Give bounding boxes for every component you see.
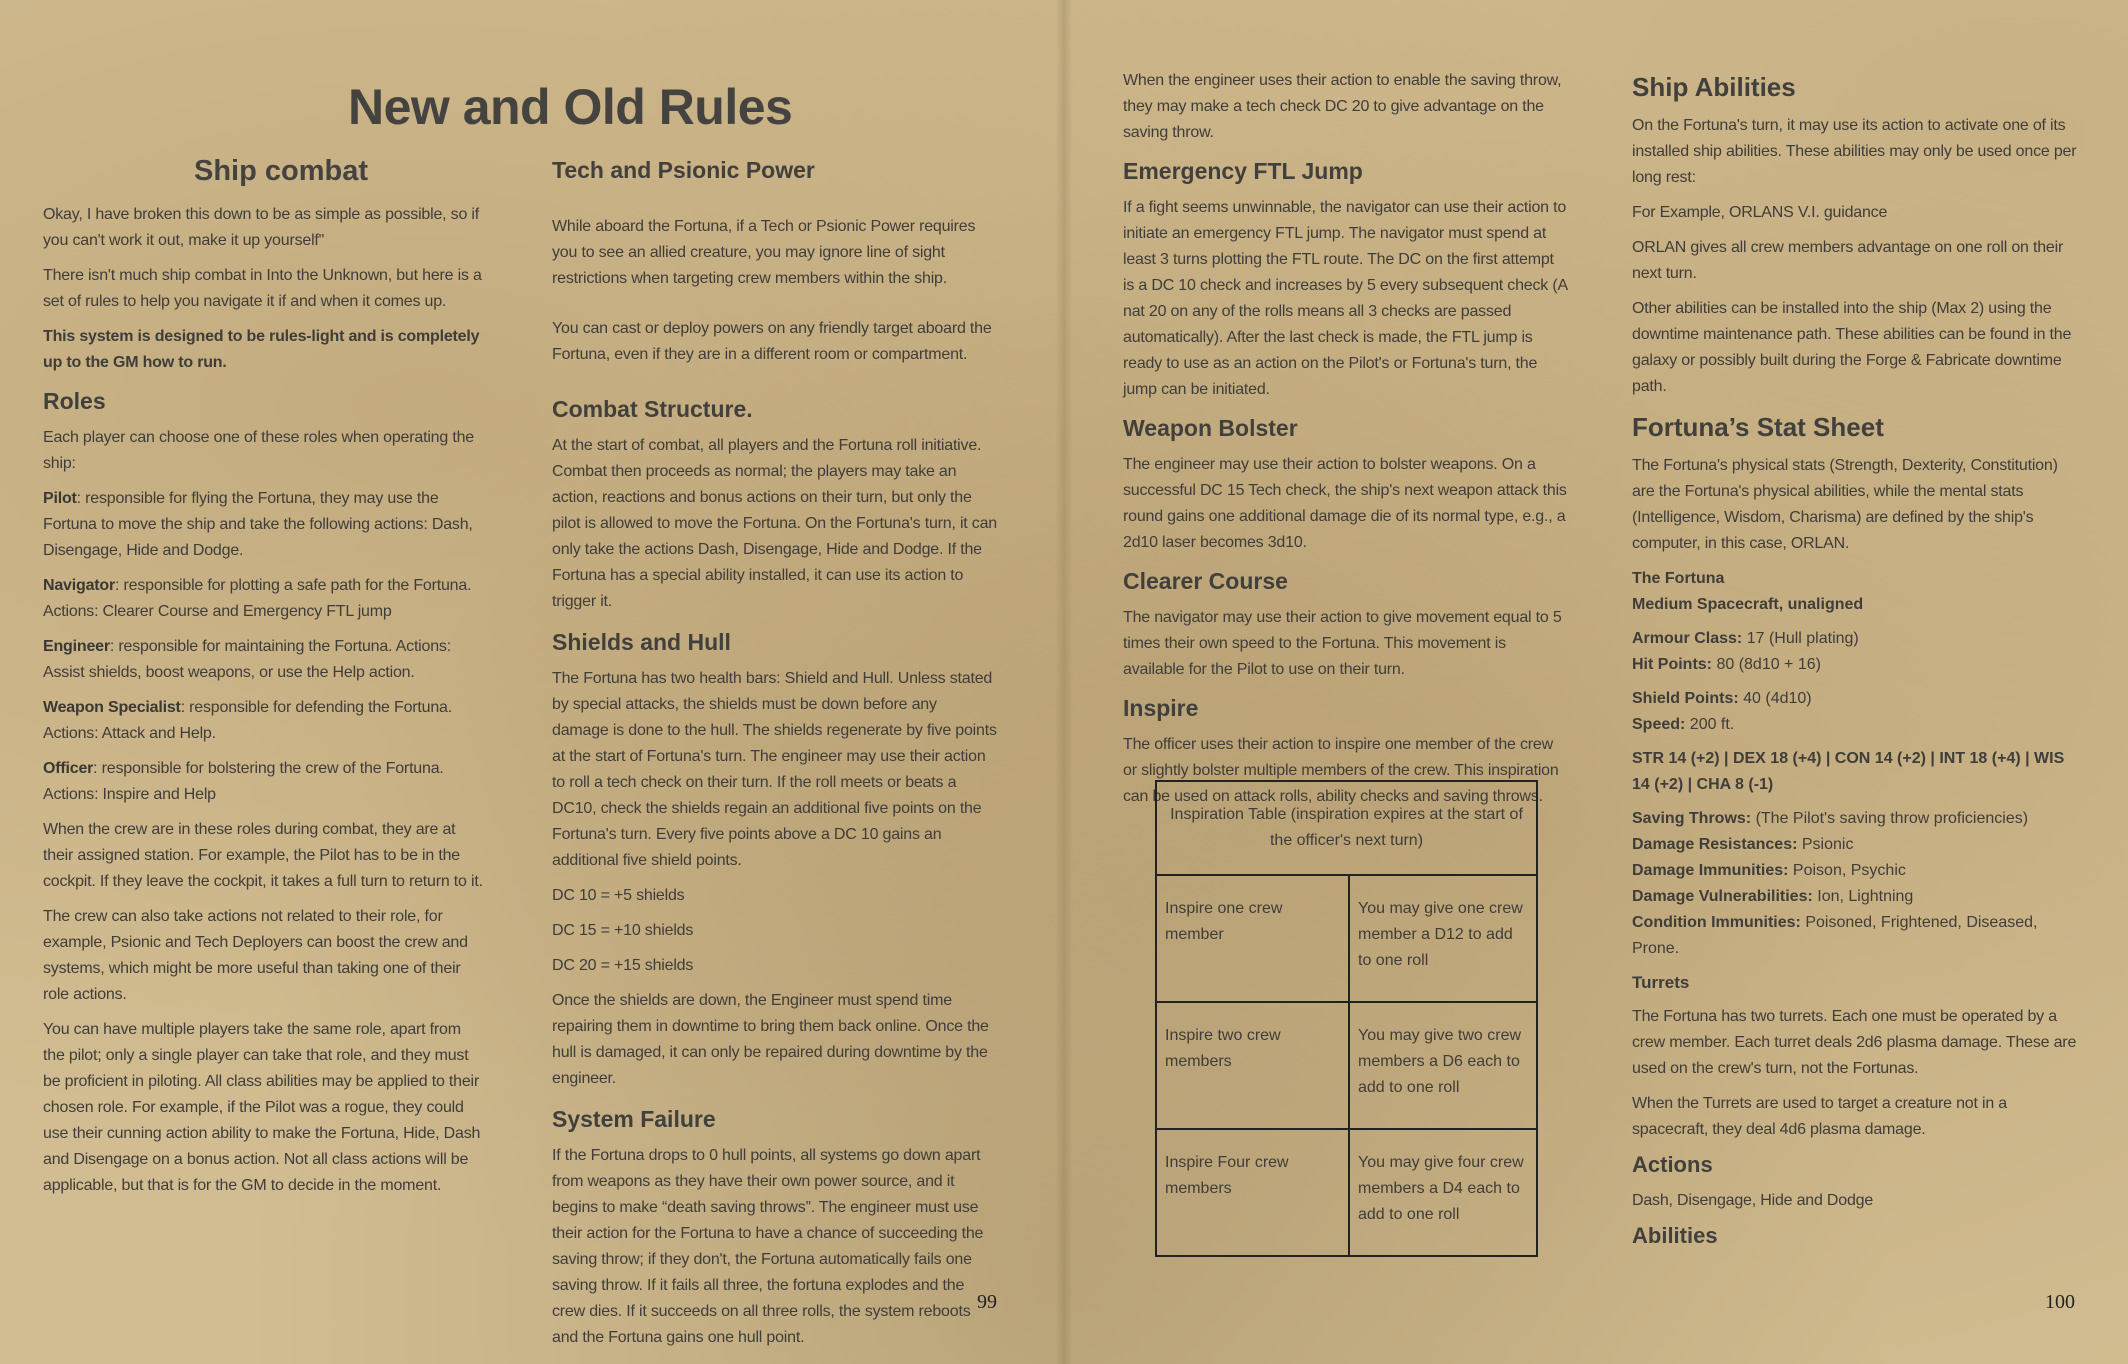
table-cell: Inspire one crew member — [1156, 875, 1349, 1002]
paragraph: The officer uses their action to inspire one member of the crew or slightly bolster multiple members of the crew. This inspiration can be used on attack rolls, ability checks and saving throws. — [1123, 736, 1559, 805]
paragraph: The Fortuna has two health bars: Shield and Hull. Unless stated by special attacks, the shields must be down before any damage is done to the hull. The shields regenerate by five points at the start of Fortuna's turn. The engineer may use their action to roll a tech check on their turn. If the roll meets or beats a DC10, check the shields regain an additional five points on the Fortuna's turn. Every five points above a DC 10 gains an additional five shield points. — [552, 670, 997, 869]
dc-line: DC 20 = +15 shields — [552, 957, 694, 974]
paragraph-bold: This system is designed to be rules-light and is completely up to the GM how to run. — [43, 328, 480, 371]
stat-value: (The Pilot's saving throw proficiencies) — [1751, 810, 2029, 827]
table-cell: Inspire Four crew members — [1156, 1129, 1349, 1256]
section-heading-roles: Roles — [43, 388, 106, 414]
section-heading-abilities: Abilities — [1632, 1223, 1718, 1248]
paragraph: Once the shields are down, the Engineer must spend time repairing them in downtime to bring them back online. Once the hull is damaged, it can only be repaired during downtime by the engineer. — [552, 992, 989, 1087]
section-heading-stat-sheet: Fortuna’s Stat Sheet — [1632, 412, 1884, 442]
section-heading-weapon-bolster: Weapon Bolster — [1123, 415, 1298, 441]
role-name: Weapon Specialist — [43, 699, 181, 716]
stat-value: 40 (4d10) — [1738, 690, 1812, 707]
stat-label: Shield Points: — [1632, 690, 1739, 707]
paragraph: On the Fortuna's turn, it may use its action to activate one of its installed ship abilities. These abilities may only be used once per long rest: — [1632, 117, 2077, 186]
section-heading-actions: Actions — [1632, 1152, 1713, 1177]
stat-label: Saving Throws: — [1632, 810, 1752, 827]
table-cell: You may give one crew member a D12 to add to one roll — [1349, 875, 1537, 1002]
stat-shield-points — [1632, 686, 2082, 712]
paragraph: While aboard the Fortuna, if a Tech or Psionic Power requires you to see an allied creature, you may ignore line of sight restrictions when targeting crew members within the ship. — [552, 218, 976, 287]
paragraph: Other abilities can be installed into the ship (Max 2) using the downtime maintenance path. These abilities can be found in the galaxy or possibly built during the Forge & Fabricate downtime path. — [1632, 300, 2072, 395]
dc-line: DC 10 = +5 shields — [552, 887, 685, 904]
stat-value: Poison, Psychic — [1788, 862, 1906, 879]
paragraph: You can have multiple players take the same role, apart from the pilot; only a single player can take that role, and they must be proficient in piloting. All class abilities may be applied to their chosen role. For example, if the Pilot was a rogue, they could use their cunning action ability to make the Fortuna, Hide, Dash and Disengage on a bonus action. Not all class actions will be applicable, but that is for the GM to decide in the moment. — [43, 1021, 481, 1194]
stat-value: Psionic — [1797, 836, 1854, 853]
role-weapon-specialist — [43, 695, 485, 747]
paragraph: You can cast or deploy powers on any friendly target aboard the Fortuna, even if they are in a different room or compartment. — [552, 320, 992, 363]
stat-value: Ion, Lightning — [1812, 888, 1914, 905]
role-text: : responsible for flying the Fortuna, they may use the Fortuna to move the ship and take the following actions: Dash, Disengage, Hide and Dodge. — [43, 490, 473, 559]
dc-line: DC 15 = +10 shields — [552, 922, 694, 939]
role-engineer — [43, 634, 485, 686]
role-name: Engineer — [43, 638, 110, 655]
stat-condition-immunities — [1632, 910, 2082, 962]
stat-label: Condition Immunities: — [1632, 914, 1801, 931]
paragraph: The engineer may use their action to bolster weapons. On a successful DC 15 Tech check, the ship's next weapon attack this round gains one additional damage die of its normal type, e.g., a 2d10 laser becomes 3d10. — [1123, 456, 1567, 551]
page-number-left: 99 — [977, 1291, 997, 1313]
role-officer — [43, 756, 485, 808]
paragraph: The navigator may use their action to give movement equal to 5 times their own speed to the Fortuna. This movement is available for the Pilot to use on their turn. — [1123, 609, 1562, 678]
section-heading-inspire: Inspire — [1123, 695, 1199, 721]
paragraph: Each player can choose one of these roles when operating the ship: — [43, 429, 474, 472]
subheading-turrets: Turrets — [1632, 973, 1690, 992]
stat-value: 80 (8d10 + 16) — [1712, 656, 1821, 673]
column-2 — [552, 157, 997, 1360]
role-text: : responsible for plotting a safe path for the Fortuna. Actions: Clearer Course and Emergency FTL jump — [43, 577, 472, 620]
table-row — [1156, 1129, 1537, 1256]
ship-name: The Fortuna — [1632, 570, 1725, 587]
ship-type: Medium Spacecraft, unaligned — [1632, 596, 1864, 613]
paragraph: When the crew are in these roles during combat, they are at their assigned station. For example, the Pilot has to be in the cockpit. If they leave the cockpit, it takes a full turn to return to it. — [43, 821, 483, 890]
paragraph: For Example, ORLANS V.I. guidance — [1632, 204, 1888, 221]
role-name: Pilot — [43, 490, 77, 507]
table-cell: Inspire two crew members — [1156, 1002, 1349, 1129]
stat-label: Speed: — [1632, 716, 1686, 733]
paragraph: At the start of combat, all players and the Fortuna roll initiative. Combat then proceeds as normal; the players may take an action, reactions and bonus actions on their turn, but only the pilot is allowed to move the Fortuna. On the Fortuna's turn, it can only take the actions Dash, Disengage, Hide and Dodge. If the Fortuna has a special ability installed, it can use its action to trigger it. — [552, 437, 997, 610]
table-cell: You may give two crew members a D6 each to add to one roll — [1349, 1002, 1537, 1129]
stat-value: 17 (Hull plating) — [1742, 630, 1859, 647]
paragraph: When the Turrets are used to target a creature not in a spacecraft, they deal 4d6 plasma damage. — [1632, 1095, 2007, 1138]
section-heading-ship-abilities: Ship Abilities — [1632, 72, 1796, 102]
section-heading-system-failure: System Failure — [552, 1106, 716, 1132]
role-name: Navigator — [43, 577, 115, 594]
stat-label: Damage Vulnerabilities: — [1632, 888, 1813, 905]
stat-value: Poisoned, Frightened, Diseased, Prone. — [1632, 914, 2038, 957]
stat-saving-throws — [1632, 806, 2082, 832]
stat-damage-immunities — [1632, 858, 2082, 884]
role-pilot — [43, 486, 485, 564]
section-heading-combat-structure: Combat Structure. — [552, 396, 753, 422]
paragraph: There isn't much ship combat in Into the Unknown, but here is a set of rules to help you navigate it if and when it comes up. — [43, 267, 482, 310]
paragraph: The crew can also take actions not related to their role, for example, Psionic and Tech Deployers can boost the crew and systems, which might be more useful than taking one of their role actions. — [43, 908, 468, 1003]
column-3 — [1123, 68, 1568, 819]
stat-speed — [1632, 712, 2082, 738]
column-4 — [1632, 72, 2082, 1259]
section-heading-clearer-course: Clearer Course — [1123, 568, 1288, 594]
section-heading-shields: Shields and Hull — [552, 629, 731, 655]
stat-armour-class — [1632, 626, 2082, 652]
stat-damage-vulnerabilities — [1632, 884, 2082, 910]
table-header: Inspiration Table (inspiration expires at the start of the officer's next turn) — [1156, 781, 1537, 875]
role-text: : responsible for bolstering the crew of the Fortuna. Actions: Inspire and Help — [43, 760, 444, 803]
section-heading-ship-combat: Ship combat — [194, 155, 369, 187]
paragraph: Dash, Disengage, Hide and Dodge — [1632, 1192, 1874, 1209]
table-cell: You may give four crew members a D4 each to add to one roll — [1349, 1129, 1537, 1256]
page-number-right: 100 — [2045, 1291, 2075, 1313]
ability-scores: STR 14 (+2) | DEX 18 (+4) | CON 14 (+2) | INT 18 (+4) | WIS 14 (+2) | CHA 8 (-1) — [1632, 750, 2065, 793]
table-header-row — [1156, 781, 1537, 875]
role-navigator — [43, 573, 485, 625]
stat-value: 200 ft. — [1685, 716, 1735, 733]
table-row — [1156, 1002, 1537, 1129]
stat-hit-points — [1632, 652, 2082, 678]
paragraph: If a fight seems unwinnable, the navigator can use their action to initiate an emergency FTL jump. The navigator must spend at least 3 turns plotting the FTL route. The DC on the first attempt is a DC 10 check and increases by 5 every subsequent check (A nat 20 on any of the rolls means all 3 checks are passed automatically). After the last check is made, the FTL jump is ready to use as an action on the Pilot's or Fortuna's turn, the jump can be initiated. — [1123, 199, 1568, 398]
paragraph: The Fortuna's physical stats (Strength, Dexterity, Constitution) are the Fortuna's physical abilities, while the mental stats (Intelligence, Wisdom, Charisma) are defined by the ship's computer, in this case, ORLAN. — [1632, 457, 2058, 552]
stat-label: Armour Class: — [1632, 630, 1743, 647]
stat-damage-resistances — [1632, 832, 2082, 858]
paragraph: The Fortuna has two turrets. Each one must be operated by a crew member. Each turret deals 2d6 plasma damage. These are used on the crew's turn, not the Fortunas. — [1632, 1008, 2077, 1077]
inspiration-table — [1155, 780, 1538, 1257]
section-heading-ftl: Emergency FTL Jump — [1123, 158, 1363, 184]
role-text: : responsible for defending the Fortuna. Actions: Attack and Help. — [43, 699, 452, 742]
stat-label: Damage Resistances: — [1632, 836, 1798, 853]
section-heading-tech: Tech and Psionic Power — [552, 157, 815, 183]
role-name: Officer — [43, 760, 94, 777]
table-row — [1156, 875, 1537, 1002]
paragraph: Okay, I have broken this down to be as simple as possible, so if you can't work it out, make it up yourself" — [43, 206, 480, 249]
role-text: : responsible for maintaining the Fortuna. Actions: Assist shields, boost weapons, or use the Help action. — [43, 638, 451, 681]
paragraph: ORLAN gives all crew members advantage on one roll on their next turn. — [1632, 239, 2064, 282]
stat-label: Damage Immunities: — [1632, 862, 1789, 879]
paragraph: If the Fortuna drops to 0 hull points, all systems go down apart from weapons as they have their own power source, and it begins to make “death saving throws”. The engineer must use their action for the Fortuna to have a chance of succeeding the saving throw; if they don't, the Fortuna automatically fails one saving throw. If it fails all three, the fortuna explodes and the crew dies. If it succeeds on all three rolls, the system reboots and the Fortuna gains one hull point. — [552, 1147, 984, 1346]
column-1 — [43, 155, 485, 1208]
paragraph: When the engineer uses their action to enable the saving throw, they may make a tech check DC 20 to give advantage on the saving throw. — [1123, 72, 1562, 141]
stat-label: Hit Points: — [1632, 656, 1712, 673]
page-title: New and Old Rules — [348, 79, 793, 135]
